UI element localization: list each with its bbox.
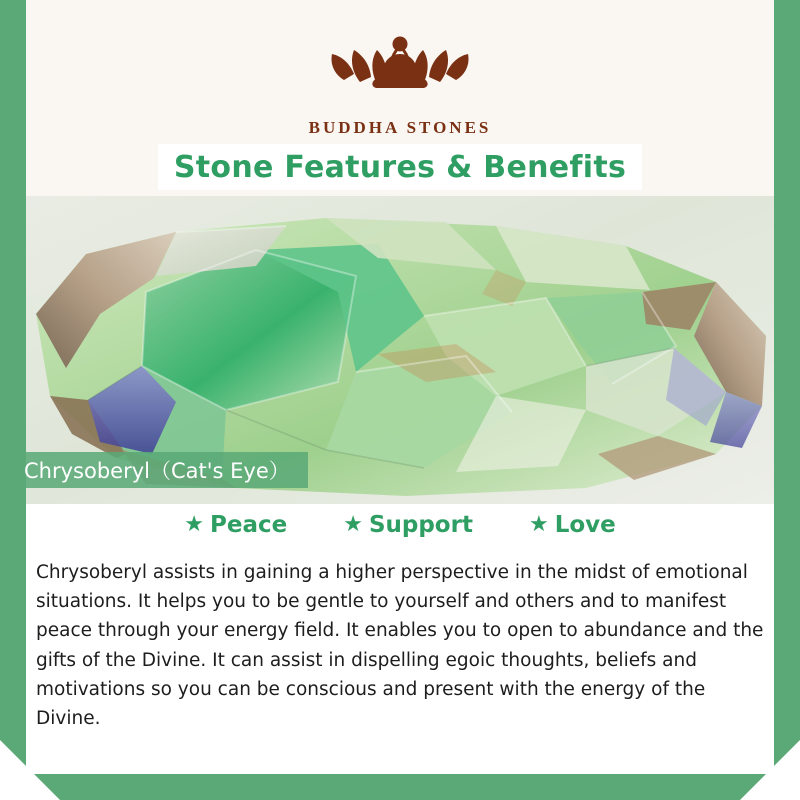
header-title-bar: [158, 144, 642, 190]
brand-name: BUDDHA STONES: [308, 118, 492, 137]
star-icon: ★: [343, 512, 363, 537]
benefit-label: Peace: [209, 512, 288, 538]
stone-name-label: Chrysoberyl（Cat's Eye）: [10, 452, 308, 488]
frame-bottom-bar: [0, 774, 800, 800]
page-title: Stone Features & Benefits: [173, 149, 627, 185]
brand-logo: [0, 18, 800, 138]
lotus-meditation-icon: [310, 18, 490, 114]
frame-bottom-inner-gap: [26, 740, 774, 774]
frame-corner-cut-right: [740, 740, 800, 800]
frame-corner-cut-left: [0, 740, 60, 800]
benefits-row: [26, 512, 774, 538]
benefit-label: Love: [554, 512, 616, 538]
description-text: Chrysoberyl assists in gaining a higher perspective in the midst of emotional situations. It helps you to be gentle to yourself and others and to manifest peace through your energy field. It enables you to open to abundance and the gifts of the Divine. It can assist in dispelling egoic thoughts, beliefs and motivations so you can be conscious and present with the energy of the Divine.: [36, 562, 764, 730]
star-icon: ★: [528, 512, 549, 537]
benefit-item: [529, 512, 616, 538]
star-icon: ★: [184, 512, 204, 537]
benefit-label: Support: [368, 512, 473, 538]
benefit-item: [184, 512, 287, 538]
benefit-item: [343, 512, 473, 538]
